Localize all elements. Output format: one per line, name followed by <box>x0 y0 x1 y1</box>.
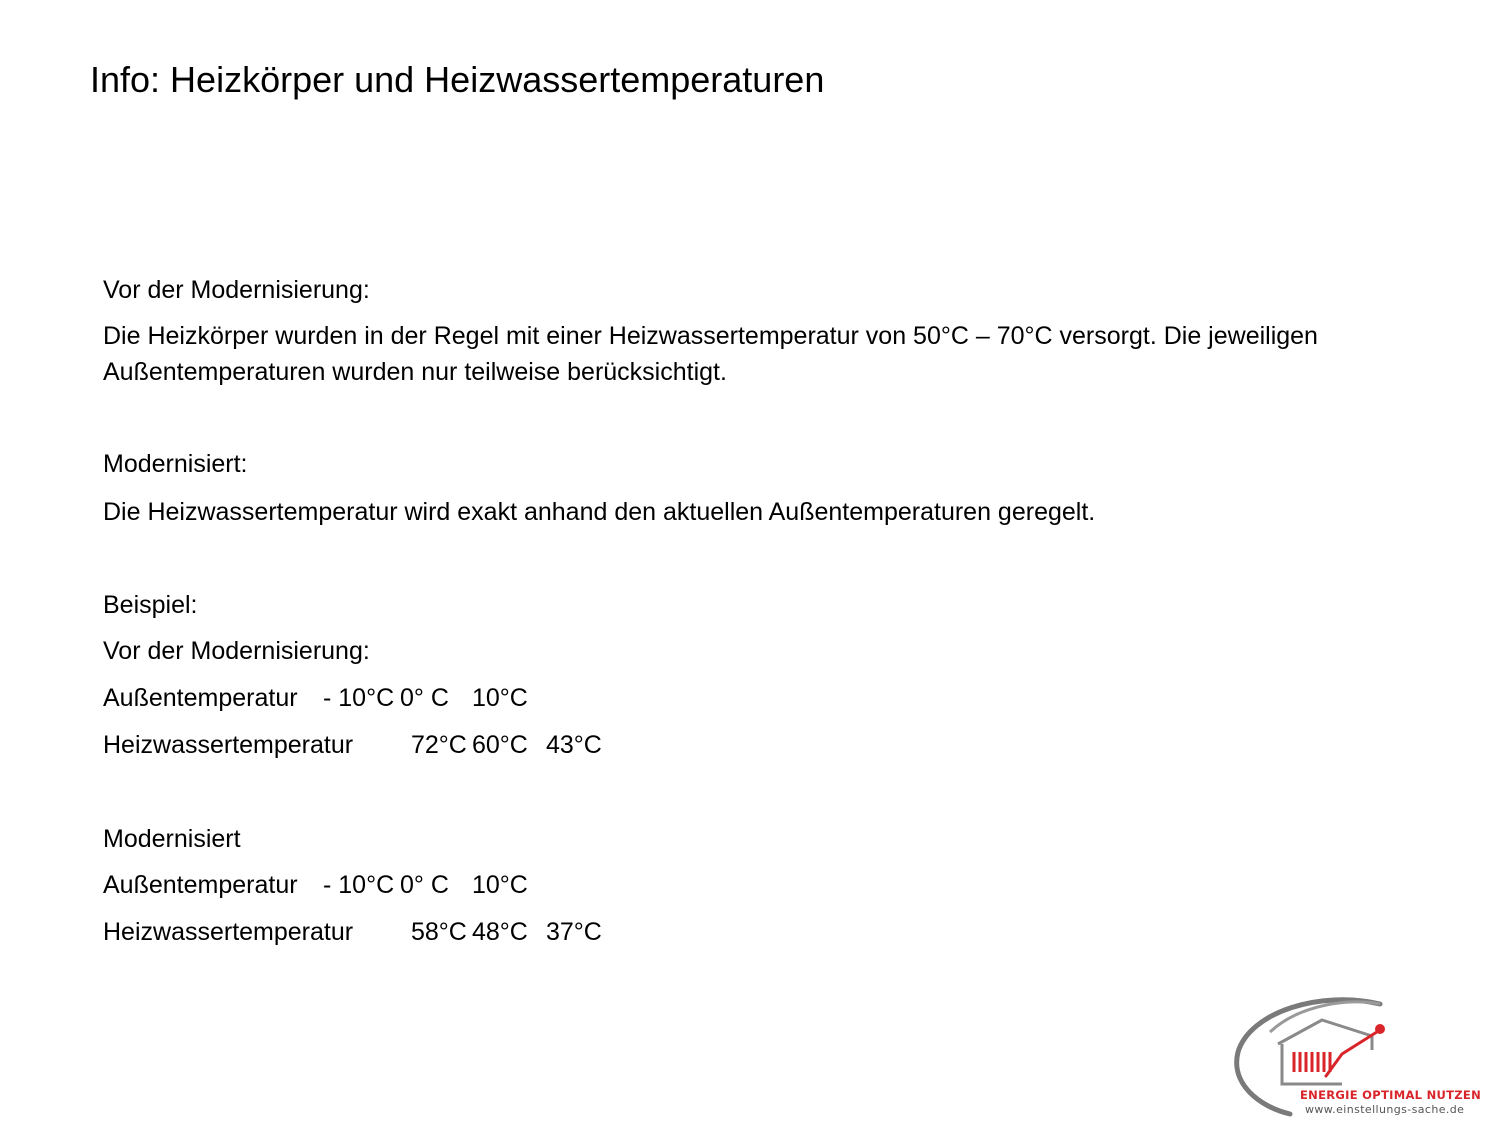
logo-slogan: ENERGIE OPTIMAL NUTZEN <box>1300 1088 1481 1102</box>
water-temp-value: 72°C <box>411 731 467 759</box>
outside-temp-value: - 10°C <box>323 684 395 712</box>
water-temp-label: Heizwassertemperatur <box>103 731 354 759</box>
page-title: Info: Heizkörper und Heizwassertemperaturen <box>90 59 825 100</box>
outside-temp-label: Außentemperatur <box>103 684 298 712</box>
section-modern-heading: Modernisiert: <box>103 450 248 478</box>
outside-temp-value: 0° C <box>400 684 449 712</box>
outside-temp-value: 10°C <box>472 684 528 712</box>
section-before-heading: Vor der Modernisierung: <box>103 276 370 304</box>
water-temp-value: 48°C <box>472 918 528 946</box>
section-before-text-line1: Die Heizkörper wurden in der Regel mit einer Heizwassertemperatur von 50°C – 70°C versorgt. Die jeweiligen <box>103 322 1318 350</box>
section-modern-text: Die Heizwassertemperatur wird exakt anhand den aktuellen Außentemperaturen geregelt. <box>103 498 1096 526</box>
section-before-text-line2: Außentemperaturen wurden nur teilweise berücksichtigt. <box>103 358 727 386</box>
outside-temp-label: Außentemperatur <box>103 871 298 899</box>
outside-temp-value: - 10°C <box>323 871 395 899</box>
logo-website: www.einstellungs-sache.de <box>1305 1103 1465 1116</box>
water-temp-value: 37°C <box>546 918 602 946</box>
water-temp-label: Heizwassertemperatur <box>103 918 354 946</box>
outside-temp-value: 0° C <box>400 871 449 899</box>
radiator-icon <box>1294 1052 1330 1072</box>
example-heading: Beispiel: <box>103 591 198 619</box>
outside-temp-value: 10°C <box>472 871 528 899</box>
water-temp-value: 58°C <box>411 918 467 946</box>
example-after-heading: Modernisiert <box>103 825 241 853</box>
water-temp-value: 43°C <box>546 731 602 759</box>
example-before-heading: Vor der Modernisierung: <box>103 637 370 665</box>
water-temp-value: 60°C <box>472 731 528 759</box>
